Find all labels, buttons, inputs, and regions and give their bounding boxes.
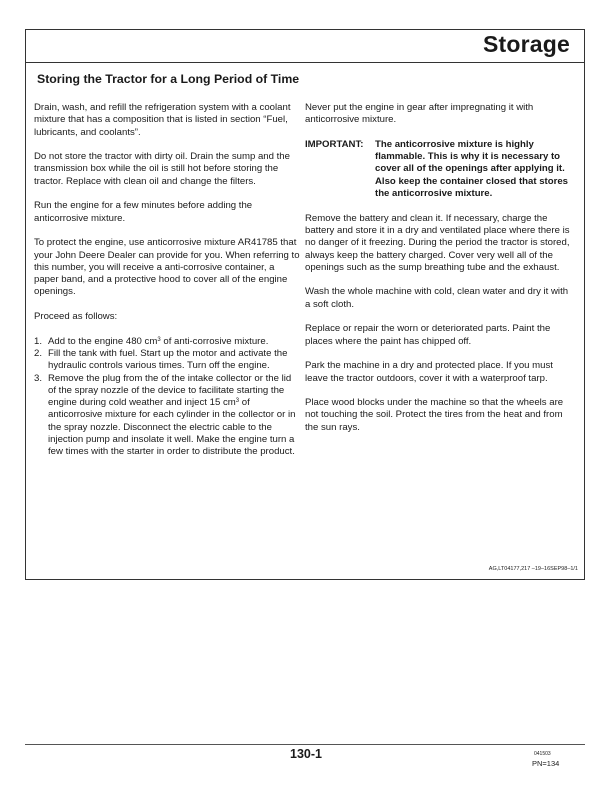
step-number: 2.	[34, 347, 43, 359]
important-notice	[305, 139, 575, 200]
section-heading: Storing the Tractor for a Long Period of Time	[37, 72, 300, 86]
date-code: 041503	[534, 751, 551, 757]
paragraph: Place wood blocks under the machine so that the wheels are not touching the soil. Protect the tires from the heat and from the sun rays.	[305, 397, 564, 433]
footer-rule	[25, 744, 585, 745]
important-text: The anticorrosive mixture is highly flammable. This is why it is necessary to cover all of the openings after applying it. Also keep the container closed that stores the anticorrosive mixture.	[375, 138, 568, 200]
list-item	[34, 348, 300, 373]
step-text: Add to the engine 480 cm	[48, 335, 158, 347]
list-item	[34, 336, 300, 348]
paragraph: Do not store the tractor with dirty oil. Drain the sump and the transmission box while the oil is still hot before storing the tractor. Replace with clean oil and change the filters.	[34, 151, 290, 187]
step-text: Fill the tank with fuel. Start up the motor and activate the hydraulic controls various times. Turn off the engine.	[48, 347, 288, 372]
list-item	[34, 373, 300, 459]
paragraph: Drain, wash, and refill the refrigeration system with a coolant mixture that has a composition that is listed in section “Fuel, lubricants, and coolants”.	[34, 102, 291, 138]
page-title-box	[25, 29, 585, 63]
paragraph: Remove the battery and clean it. If necessary, charge the battery and store it in a dry and ventilated place where there is no danger of it freezing. During the period the tractor is stored, always keep the battery charged. Cover very well all of the openings such as the sump breathing tube and the exhaust.	[305, 212, 570, 273]
content-box	[25, 62, 585, 580]
paragraph: Run the engine for a few minutes before adding the anticorrosive mixture.	[34, 200, 253, 224]
important-label: IMPORTANT:	[305, 138, 364, 150]
step-text: Remove the plug from the of the intake collector or the lid of the spray nozzle of the device to facilitate starting the engine during cold weather and inject 15 cm	[48, 372, 292, 409]
paragraph: Proceed as follows:	[34, 311, 118, 323]
paragraph: To protect the engine, use anticorrosive mixture AR41785 that your John Deere Dealer can provide for you. When referring to this number, you will receive a anti-corrosive container, a paper band, and a protective hood to cover all of the engine openings.	[34, 237, 300, 298]
document-code: AG,LT04177,217 –19–16SEP98–1/1	[488, 566, 578, 572]
step-text: of anti-corrosive mixture.	[160, 335, 269, 347]
page-number: 130-1	[290, 747, 322, 761]
steps-list	[34, 336, 300, 459]
step-text: of anticorrosive mixture for each cylinder in the collector or in the spray nozzle. Disconnect the electric cable to the injection pump and insolate it well. Make the engine turn a few times with the starter in order to distribute the product.	[48, 397, 296, 458]
superscript: 3	[157, 336, 161, 343]
left-column	[34, 102, 300, 459]
page-title: Storage	[482, 31, 570, 57]
step-number: 3.	[34, 372, 43, 384]
paragraph: Wash the whole machine with cold, clean water and dry it with a soft cloth.	[305, 286, 569, 310]
superscript: 3	[235, 398, 240, 405]
part-number: PN=134	[532, 759, 560, 768]
paragraph: Park the machine in a dry and protected place. If you must leave the tractor outdoors, cover it with a waterproof tarp.	[305, 360, 553, 384]
step-number: 1.	[34, 335, 43, 347]
paragraph: Replace or repair the worn or deteriorated parts. Paint the places where the paint has chipped off.	[305, 323, 551, 347]
paragraph: Never put the engine in gear after impregnating it with anticorrosive mixture.	[305, 102, 534, 126]
right-column	[305, 102, 575, 446]
